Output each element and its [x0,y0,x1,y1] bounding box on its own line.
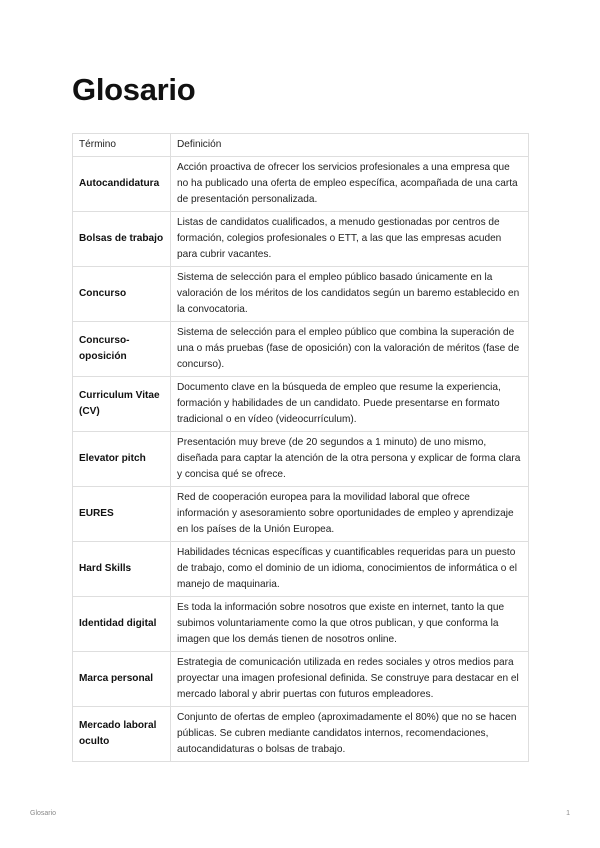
table-row [73,322,529,377]
term-cell: Autocandidatura [73,157,171,212]
term-cell: Mercado laboral oculto [73,707,171,762]
table-row [73,652,529,707]
table-row [73,267,529,322]
definition-cell: Sistema de selección para el empleo público que combina la superación de una o más pruebas (fase de oposición) con la valoración de méritos (fase de concurso). [171,322,529,377]
term-cell: Curriculum Vitae (CV) [73,377,171,432]
page-title: Glosario [72,72,196,107]
definition-cell: Listas de candidatos cualificados, a menudo gestionadas por centros de formación, colegios profesionales o ETT, a las que las empresas acuden para cubrir vacantes. [171,212,529,267]
term-cell: Marca personal [73,652,171,707]
header-term: Término [73,134,171,157]
term-cell: Hard Skills [73,542,171,597]
term-cell: Concurso [73,267,171,322]
term-cell: EURES [73,487,171,542]
footer-document-title: Glosario [30,810,57,817]
definition-cell: Red de cooperación europea para la movilidad laboral que ofrece información y asesoramiento sobre oportunidades de empleo y aprendizaje en los países de la Unión Europea. [171,487,529,542]
header-definition: Definición [171,134,529,157]
definition-cell: Es toda la información sobre nosotros que existe en internet, tanto la que subimos voluntariamente como la que otros publican, y que conforma la imagen que los demás tienen de nosotros online. [171,597,529,652]
glossary-table [72,133,529,762]
definition-cell: Presentación muy breve (de 20 segundos a 1 minuto) de uno mismo, diseñada para captar la atención de la otra persona y explicar de forma clara y concisa qué se ofrece. [171,432,529,487]
footer-page-number: 1 [566,810,570,817]
table-header-row [73,134,529,157]
definition-cell: Sistema de selección para el empleo público basado únicamente en la valoración de los méritos de los candidatos según un baremo establecido en la convocatoria. [171,267,529,322]
term-cell: Bolsas de trabajo [73,212,171,267]
term-cell: Concurso-oposición [73,322,171,377]
definition-cell: Acción proactiva de ofrecer los servicios profesionales a una empresa que no ha publicado una oferta de empleo específica, acompañada de una carta de presentación personalizada. [171,157,529,212]
table-row [73,157,529,212]
term-cell: Elevator pitch [73,432,171,487]
definition-cell: Estrategia de comunicación utilizada en redes sociales y otros medios para proyectar una imagen profesional definida. Se construye para destacar en el mercado laboral y abrir puertas con futuros empleadores. [171,652,529,707]
table-row [73,542,529,597]
definition-cell: Documento clave en la búsqueda de empleo que resume la experiencia, formación y habilidades de un candidato. Puede presentarse en formato tradicional o en vídeo (videocurrículum). [171,377,529,432]
table-row [73,432,529,487]
table-row [73,212,529,267]
table-row [73,597,529,652]
table-row [73,487,529,542]
table-row [73,707,529,762]
term-cell: Identidad digital [73,597,171,652]
definition-cell: Habilidades técnicas específicas y cuantificables requeridas para un puesto de trabajo, como el dominio de un idioma, conocimientos de informática o el manejo de maquinaria. [171,542,529,597]
definition-cell: Conjunto de ofertas de empleo (aproximadamente el 80%) que no se hacen públicas. Se cubren mediante candidatos internos, recomendaciones, autocandidaturas o bolsas de trabajo. [171,707,529,762]
table-row [73,377,529,432]
